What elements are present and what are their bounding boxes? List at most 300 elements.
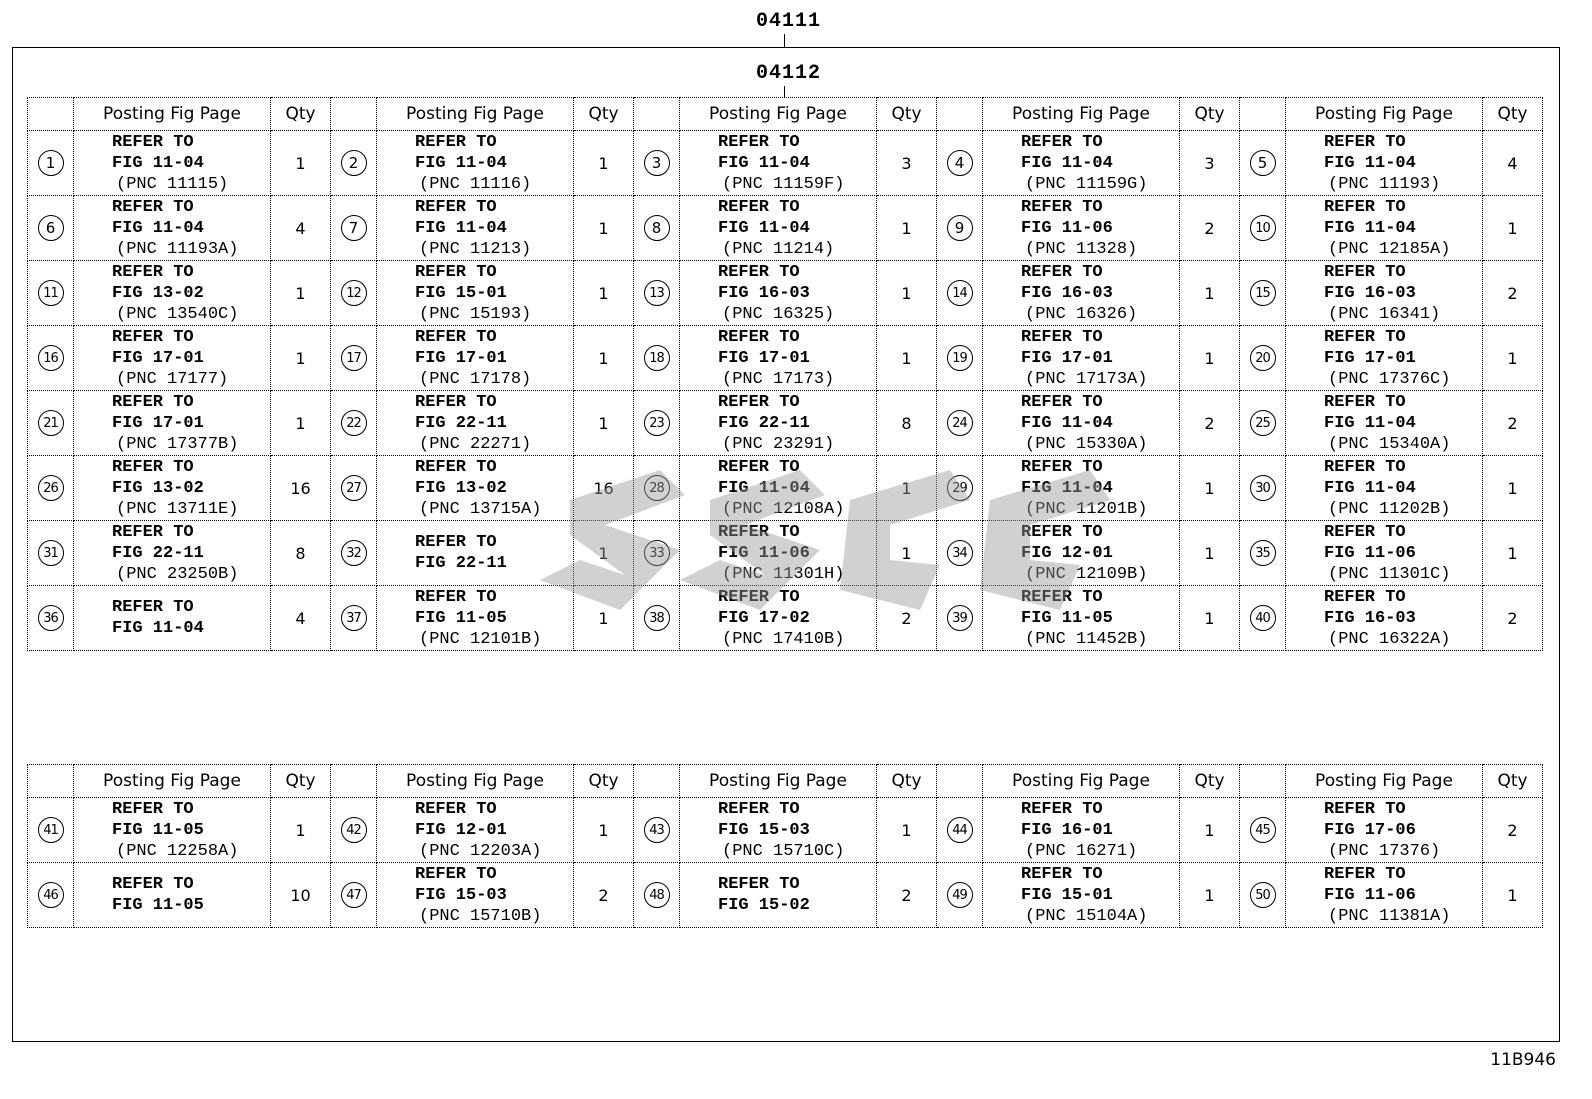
fig-page-text: FIG 16-03 <box>1324 283 1416 303</box>
item-number-cell <box>1240 391 1286 456</box>
circled-item-number: 6 <box>38 215 64 241</box>
posting-fig-page-cell <box>377 586 574 651</box>
posting-fig-page-cell <box>74 131 271 196</box>
circled-item-number: 30 <box>1250 475 1276 501</box>
posting-fig-page-cell <box>377 261 574 326</box>
posting-fig-page-cell <box>74 586 271 651</box>
refer-to-text: REFER TO <box>1021 587 1103 607</box>
refer-to-text: REFER TO <box>112 875 194 894</box>
item-number-cell <box>331 586 377 651</box>
qty-cell: 1 <box>1483 196 1543 261</box>
posting-fig-page-cell <box>983 456 1180 521</box>
header-qty: Qty <box>877 765 937 798</box>
pnc-text: (PNC 12109B) <box>1025 564 1148 584</box>
header-num-cell <box>1240 765 1286 798</box>
header-num-cell <box>331 98 377 131</box>
circled-item-number: 12 <box>341 280 367 306</box>
circled-item-number: 33 <box>644 540 670 566</box>
circled-item-number: 36 <box>38 605 64 631</box>
qty-cell: 2 <box>877 863 937 928</box>
circled-item-number: 32 <box>341 540 367 566</box>
pnc-text: (PNC 17410B) <box>722 629 845 649</box>
circled-item-number: 25 <box>1250 410 1276 436</box>
item-number-cell <box>937 196 983 261</box>
circled-item-number: 40 <box>1250 605 1276 631</box>
posting-fig-page-cell <box>983 798 1180 863</box>
item-number-cell <box>1240 326 1286 391</box>
fig-page-text: FIG 11-06 <box>1324 885 1416 905</box>
refer-to-text: REFER TO <box>112 799 194 819</box>
item-number-cell <box>28 196 74 261</box>
posting-fig-page-cell <box>377 391 574 456</box>
circled-item-number: 41 <box>38 817 64 843</box>
item-number-cell <box>937 863 983 928</box>
fig-page-text: FIG 17-06 <box>1324 820 1416 840</box>
pnc-text: (PNC 23250B) <box>116 564 239 584</box>
qty-cell: 4 <box>271 586 331 651</box>
pnc-text: (PNC 16322A) <box>1328 629 1451 649</box>
qty-cell: 1 <box>574 586 634 651</box>
circled-item-number: 42 <box>341 817 367 843</box>
posting-fig-page-cell <box>74 863 271 928</box>
posting-fig-page-cell <box>983 261 1180 326</box>
fig-page-text: FIG 11-04 <box>1021 478 1113 498</box>
posting-fig-page-cell <box>1286 131 1483 196</box>
fig-page-text: FIG 22-11 <box>112 543 204 563</box>
qty-cell: 1 <box>877 456 937 521</box>
fig-page-text: FIG 11-04 <box>1021 413 1113 433</box>
posting-fig-page-cell <box>983 521 1180 586</box>
table-header-row <box>28 98 1543 131</box>
pnc-text: (PNC 15330A) <box>1025 434 1148 454</box>
header-num-cell <box>1240 98 1286 131</box>
refer-to-text: REFER TO <box>112 392 194 412</box>
qty-cell: 1 <box>574 261 634 326</box>
qty-cell: 4 <box>271 196 331 261</box>
refer-to-text: REFER TO <box>1324 392 1406 412</box>
qty-cell: 2 <box>877 586 937 651</box>
header-qty: Qty <box>574 98 634 131</box>
qty-cell: 1 <box>1180 456 1240 521</box>
refer-to-text: REFER TO <box>718 132 800 152</box>
refer-to-text: REFER TO <box>112 197 194 217</box>
header-posting-fig-page: Posting Fig Page <box>983 765 1180 798</box>
posting-fig-page-cell <box>983 863 1180 928</box>
pnc-text: (PNC 12108A) <box>722 499 845 519</box>
refer-to-text: REFER TO <box>718 392 800 412</box>
item-number-cell <box>937 521 983 586</box>
circled-item-number: 49 <box>947 882 973 908</box>
refer-to-text: REFER TO <box>1021 799 1103 819</box>
item-number-cell <box>1240 586 1286 651</box>
fig-page-text: FIG 13-02 <box>415 478 507 498</box>
item-number-cell <box>1240 863 1286 928</box>
item-number-cell <box>28 456 74 521</box>
pnc-text: (PNC 11201B) <box>1025 499 1148 519</box>
qty-cell: 1 <box>271 326 331 391</box>
posting-fig-page-cell <box>74 391 271 456</box>
table-row <box>28 196 1543 261</box>
header-num-cell <box>937 765 983 798</box>
header-qty: Qty <box>574 765 634 798</box>
fig-page-text: FIG 11-04 <box>415 153 507 173</box>
qty-cell: 3 <box>877 131 937 196</box>
item-number-cell <box>28 521 74 586</box>
item-number-cell <box>634 586 680 651</box>
item-number-cell <box>331 391 377 456</box>
fig-page-text: FIG 16-03 <box>1324 608 1416 628</box>
posting-fig-page-cell <box>983 326 1180 391</box>
item-number-cell <box>634 261 680 326</box>
refer-to-text: REFER TO <box>1021 522 1103 542</box>
refer-to-text: REFER TO <box>1021 392 1103 412</box>
pnc-text: (PNC 13711E) <box>116 499 239 519</box>
qty-cell: 1 <box>877 326 937 391</box>
inner-assembly-code: 04112 <box>756 62 822 85</box>
pnc-text: (PNC 11381A) <box>1328 906 1451 926</box>
fig-page-text: FIG 17-01 <box>112 348 204 368</box>
refer-to-text: REFER TO <box>415 533 497 552</box>
fig-page-text: FIG 11-05 <box>112 820 204 840</box>
posting-fig-page-cell <box>377 131 574 196</box>
item-number-cell <box>1240 798 1286 863</box>
circled-item-number: 44 <box>947 817 973 843</box>
circled-item-number: 15 <box>1250 280 1276 306</box>
header-posting-fig-page: Posting Fig Page <box>74 98 271 131</box>
circled-item-number: 5 <box>1250 150 1276 176</box>
posting-fig-page-cell <box>680 798 877 863</box>
fig-page-text: FIG 11-04 <box>1021 153 1113 173</box>
table-row <box>28 391 1543 456</box>
header-qty: Qty <box>877 98 937 131</box>
posting-fig-page-cell <box>1286 863 1483 928</box>
item-number-cell <box>937 456 983 521</box>
fig-page-text: FIG 11-04 <box>112 619 204 638</box>
pnc-text: (PNC 11159G) <box>1025 174 1148 194</box>
posting-fig-page-cell <box>680 196 877 261</box>
qty-cell: 2 <box>574 863 634 928</box>
header-posting-fig-page: Posting Fig Page <box>1286 765 1483 798</box>
qty-cell: 2 <box>1483 798 1543 863</box>
refer-to-text: REFER TO <box>1324 864 1406 884</box>
header-posting-fig-page: Posting Fig Page <box>74 765 271 798</box>
refer-to-text: REFER TO <box>415 587 497 607</box>
circled-item-number: 46 <box>38 882 64 908</box>
refer-to-text: REFER TO <box>112 598 194 617</box>
pnc-text: (PNC 13715A) <box>419 499 542 519</box>
fig-page-text: FIG 13-02 <box>112 283 204 303</box>
fig-page-text: FIG 22-11 <box>415 413 507 433</box>
item-number-cell <box>331 521 377 586</box>
item-number-cell <box>634 798 680 863</box>
refer-to-text: REFER TO <box>112 457 194 477</box>
circled-item-number: 47 <box>341 882 367 908</box>
pnc-text: (PNC 23291) <box>722 434 835 454</box>
qty-cell: 1 <box>271 131 331 196</box>
fig-page-text: FIG 11-04 <box>1324 478 1416 498</box>
item-number-cell <box>28 798 74 863</box>
table-row <box>28 521 1543 586</box>
item-number-cell <box>634 326 680 391</box>
table-row <box>28 798 1543 863</box>
header-posting-fig-page: Posting Fig Page <box>983 98 1180 131</box>
fig-page-text: FIG 13-02 <box>112 478 204 498</box>
fig-page-text: FIG 22-11 <box>415 554 507 573</box>
fig-page-text: FIG 15-03 <box>415 885 507 905</box>
table-row <box>28 863 1543 928</box>
fig-page-text: FIG 11-05 <box>1021 608 1113 628</box>
fig-page-text: FIG 17-01 <box>415 348 507 368</box>
posting-fig-page-cell <box>680 521 877 586</box>
item-number-cell <box>634 456 680 521</box>
posting-fig-page-cell <box>680 586 877 651</box>
refer-to-text: REFER TO <box>415 327 497 347</box>
fig-page-text: FIG 17-01 <box>1324 348 1416 368</box>
header-qty: Qty <box>1483 98 1543 131</box>
pnc-text: (PNC 11115) <box>116 174 229 194</box>
refer-to-text: REFER TO <box>718 262 800 282</box>
circled-item-number: 9 <box>947 215 973 241</box>
item-number-cell <box>331 196 377 261</box>
header-qty: Qty <box>271 765 331 798</box>
fig-page-text: FIG 17-01 <box>112 413 204 433</box>
posting-fig-page-cell <box>680 863 877 928</box>
posting-fig-page-cell <box>1286 196 1483 261</box>
posting-fig-page-cell <box>680 131 877 196</box>
item-number-cell <box>28 863 74 928</box>
pnc-text: (PNC 11116) <box>419 174 532 194</box>
item-number-cell <box>28 391 74 456</box>
refer-to-text: REFER TO <box>1021 327 1103 347</box>
table-header-row <box>28 765 1543 798</box>
circled-item-number: 34 <box>947 540 973 566</box>
pnc-text: (PNC 15710B) <box>419 906 542 926</box>
circled-item-number: 1 <box>38 150 64 176</box>
pnc-text: (PNC 17173) <box>722 369 835 389</box>
qty-cell: 1 <box>574 391 634 456</box>
qty-cell: 1 <box>271 261 331 326</box>
fig-page-text: FIG 11-04 <box>718 153 810 173</box>
circled-item-number: 31 <box>38 540 64 566</box>
item-number-cell <box>634 196 680 261</box>
qty-cell: 1 <box>574 521 634 586</box>
refer-to-text: REFER TO <box>1324 587 1406 607</box>
header-qty: Qty <box>271 98 331 131</box>
circled-item-number: 17 <box>341 345 367 371</box>
pnc-text: (PNC 16271) <box>1025 841 1138 861</box>
pnc-text: (PNC 17177) <box>116 369 229 389</box>
posting-fig-page-cell <box>983 586 1180 651</box>
pnc-text: (PNC 15193) <box>419 304 532 324</box>
header-num-cell <box>634 98 680 131</box>
pnc-text: (PNC 16341) <box>1328 304 1441 324</box>
posting-fig-page-cell <box>1286 586 1483 651</box>
fig-page-text: FIG 12-01 <box>1021 543 1113 563</box>
circled-item-number: 24 <box>947 410 973 436</box>
qty-cell: 8 <box>877 391 937 456</box>
item-number-cell <box>28 261 74 326</box>
pnc-text: (PNC 11213) <box>419 239 532 259</box>
pnc-text: (PNC 12185A) <box>1328 239 1451 259</box>
pnc-text: (PNC 11301H) <box>722 564 845 584</box>
qty-cell: 1 <box>271 798 331 863</box>
item-number-cell <box>28 326 74 391</box>
qty-cell: 16 <box>574 456 634 521</box>
posting-fig-page-cell <box>1286 261 1483 326</box>
refer-to-text: REFER TO <box>1324 457 1406 477</box>
pnc-text: (PNC 12258A) <box>116 841 239 861</box>
posting-fig-page-cell <box>1286 456 1483 521</box>
qty-cell: 2 <box>1483 391 1543 456</box>
fig-page-text: FIG 11-04 <box>112 218 204 238</box>
header-posting-fig-page: Posting Fig Page <box>377 98 574 131</box>
circled-item-number: 23 <box>644 410 670 436</box>
header-qty: Qty <box>1483 765 1543 798</box>
header-posting-fig-page: Posting Fig Page <box>680 765 877 798</box>
item-number-cell <box>331 131 377 196</box>
refer-to-text: REFER TO <box>718 799 800 819</box>
refer-to-text: REFER TO <box>415 132 497 152</box>
fig-page-text: FIG 11-05 <box>112 896 204 915</box>
circled-item-number: 11 <box>38 280 64 306</box>
fig-page-text: FIG 15-01 <box>415 283 507 303</box>
qty-cell: 1 <box>1483 863 1543 928</box>
table-row <box>28 261 1543 326</box>
table-row <box>28 131 1543 196</box>
posting-fig-page-cell <box>74 521 271 586</box>
qty-cell: 1 <box>574 131 634 196</box>
qty-cell: 1 <box>1180 586 1240 651</box>
qty-cell: 1 <box>877 196 937 261</box>
refer-to-text: REFER TO <box>415 262 497 282</box>
pnc-text: (PNC 11193) <box>1328 174 1441 194</box>
outer-assembly-code: 04111 <box>756 10 822 33</box>
qty-cell: 8 <box>271 521 331 586</box>
posting-fig-page-cell <box>1286 326 1483 391</box>
parts-table-lower <box>27 764 1543 928</box>
pnc-text: (PNC 12203A) <box>419 841 542 861</box>
fig-page-text: FIG 11-04 <box>1324 218 1416 238</box>
circled-item-number: 19 <box>947 345 973 371</box>
qty-cell: 1 <box>1180 863 1240 928</box>
circled-item-number: 3 <box>644 150 670 176</box>
qty-cell: 16 <box>271 456 331 521</box>
pnc-text: (PNC 17178) <box>419 369 532 389</box>
refer-to-text: REFER TO <box>718 327 800 347</box>
posting-fig-page-cell <box>74 798 271 863</box>
posting-fig-page-cell <box>74 261 271 326</box>
qty-cell: 1 <box>574 798 634 863</box>
fig-page-text: FIG 15-03 <box>718 820 810 840</box>
posting-fig-page-cell <box>983 196 1180 261</box>
qty-cell: 1 <box>574 326 634 391</box>
circled-item-number: 50 <box>1250 882 1276 908</box>
refer-to-text: REFER TO <box>1324 327 1406 347</box>
refer-to-text: REFER TO <box>1021 864 1103 884</box>
item-number-cell <box>634 131 680 196</box>
pnc-text: (PNC 13540C) <box>116 304 239 324</box>
fig-page-text: FIG 17-01 <box>718 348 810 368</box>
refer-to-text: REFER TO <box>1324 799 1406 819</box>
refer-to-text: REFER TO <box>1021 132 1103 152</box>
qty-cell: 1 <box>1180 521 1240 586</box>
refer-to-text: REFER TO <box>1021 197 1103 217</box>
qty-cell: 1 <box>877 261 937 326</box>
circled-item-number: 43 <box>644 817 670 843</box>
qty-cell: 10 <box>271 863 331 928</box>
outer-leader-line <box>784 34 785 47</box>
posting-fig-page-cell <box>680 261 877 326</box>
item-number-cell <box>1240 131 1286 196</box>
item-number-cell <box>1240 196 1286 261</box>
parts-table-upper <box>27 97 1543 651</box>
header-posting-fig-page: Posting Fig Page <box>1286 98 1483 131</box>
circled-item-number: 45 <box>1250 817 1276 843</box>
qty-cell: 1 <box>1483 326 1543 391</box>
item-number-cell <box>331 326 377 391</box>
circled-item-number: 37 <box>341 605 367 631</box>
refer-to-text: REFER TO <box>718 522 800 542</box>
circled-item-number: 28 <box>644 475 670 501</box>
header-num-cell <box>331 765 377 798</box>
table-row <box>28 326 1543 391</box>
fig-page-text: FIG 11-04 <box>1324 413 1416 433</box>
item-number-cell <box>331 798 377 863</box>
refer-to-text: REFER TO <box>415 864 497 884</box>
header-qty: Qty <box>1180 98 1240 131</box>
circled-item-number: 2 <box>341 150 367 176</box>
circled-item-number: 21 <box>38 410 64 436</box>
circled-item-number: 20 <box>1250 345 1276 371</box>
item-number-cell <box>937 261 983 326</box>
item-number-cell <box>28 131 74 196</box>
circled-item-number: 26 <box>38 475 64 501</box>
pnc-text: (PNC 12101B) <box>419 629 542 649</box>
fig-page-text: FIG 16-01 <box>1021 820 1113 840</box>
fig-page-text: FIG 11-04 <box>415 218 507 238</box>
fig-page-text: FIG 11-06 <box>1324 543 1416 563</box>
refer-to-text: REFER TO <box>415 457 497 477</box>
posting-fig-page-cell <box>1286 391 1483 456</box>
circled-item-number: 18 <box>644 345 670 371</box>
circled-item-number: 27 <box>341 475 367 501</box>
circled-item-number: 38 <box>644 605 670 631</box>
refer-to-text: REFER TO <box>718 457 800 477</box>
pnc-text: (PNC 15340A) <box>1328 434 1451 454</box>
refer-to-text: REFER TO <box>112 132 194 152</box>
qty-cell: 1 <box>574 196 634 261</box>
pnc-text: (PNC 15710C) <box>722 841 845 861</box>
circled-item-number: 48 <box>644 882 670 908</box>
posting-fig-page-cell <box>377 196 574 261</box>
qty-cell: 1 <box>877 521 937 586</box>
posting-fig-page-cell <box>74 196 271 261</box>
refer-to-text: REFER TO <box>718 197 800 217</box>
fig-page-text: FIG 11-05 <box>415 608 507 628</box>
circled-item-number: 14 <box>947 280 973 306</box>
posting-fig-page-cell <box>377 798 574 863</box>
qty-cell: 2 <box>1180 391 1240 456</box>
item-number-cell <box>937 391 983 456</box>
fig-page-text: FIG 17-01 <box>1021 348 1113 368</box>
table-row <box>28 586 1543 651</box>
refer-to-text: REFER TO <box>1021 457 1103 477</box>
fig-page-text: FIG 17-02 <box>718 608 810 628</box>
pnc-text: (PNC 11301C) <box>1328 564 1451 584</box>
posting-fig-page-cell <box>377 521 574 586</box>
fig-page-text: FIG 12-01 <box>415 820 507 840</box>
fig-page-text: FIG 11-04 <box>1324 153 1416 173</box>
